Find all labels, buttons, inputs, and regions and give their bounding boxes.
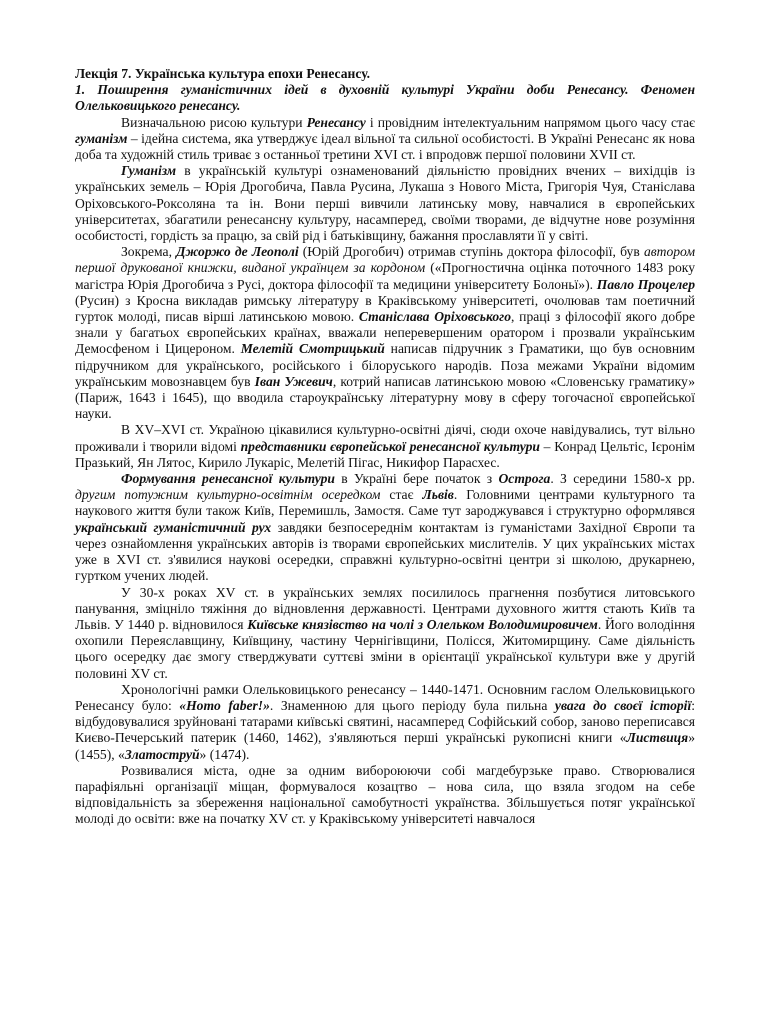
text: : відбудовувалися зруйновані татарами київські святині, насамперед Софійський собор, заново переписався Києво-Печерський патерик (1460, 1462), з'являються перші українські рукописні книги « — [75, 697, 696, 746]
emphasis: Ренесансу — [306, 114, 366, 130]
paragraph-2 — [75, 163, 695, 244]
emphasis: «Homo faber!» — [179, 697, 270, 713]
lecture-title: Лекція 7. Українська культура епохи Ренесансу. — [75, 66, 371, 81]
emphasis: український гуманістичний рух — [75, 519, 272, 535]
text: – ідейна система, яка утверджує ідеал вільної та сильної особистості. В Україні Ренесанс як нова доба та художній стиль триває з останньої третини XVI ст. і впродовж першої половини XVII ст. — [75, 130, 695, 163]
emphasis: Мелетій Смотрицький — [240, 341, 385, 357]
text: » (1474). — [199, 746, 250, 762]
text: В XV–XVI ст. Україною цікавилися культурно-освітні діячі, сюди охоче навідувались, тут вільно проживали і творили відомі — [75, 422, 695, 454]
text: , котрий написав латинською мовою «Словенську граматику» (Париж, 1643 і 1645), що вводила староукраїнську літературну мову в сферу тогочасної європейської науки. — [75, 373, 695, 422]
emphasis: Львів — [422, 487, 454, 503]
text: («Прогностична оцінка поточного 1483 року магістра Юрія Дрогобича з Русі, доктора філософії та медицини університету Болоньї»). — [75, 260, 695, 292]
paragraph-7 — [75, 682, 695, 763]
text: . З середини 1580-х рр. — [550, 471, 695, 487]
text: Зокрема, — [121, 244, 177, 260]
text: завдяки безпосереднім контактам із гуманістами Західної Європи та через ознайомлення українських авторів із творами європейських мислителів. У цих українських містах уже в XVI ст. з'явилися наукові осередки, справжні культурно-освітні центри зі школою, друкарнею, гуртком учених людей. — [75, 519, 695, 584]
text: . Головними центрами культурного та наукового життя були також Київ, Перемишль, Замостя. Саме тут зароджувався і структурно оформлявся — [75, 487, 695, 519]
emphasis: гуманізм — [75, 130, 128, 146]
text: . Знаменною для цього періоду була пильна — [269, 697, 555, 713]
text: написав підручник з Граматики, що був основним підручником для українського, російського і білоруського народів. Поза межами України відомим українським мовознавцем був — [75, 341, 695, 389]
text: . Його володіння охопили Переяславщину, Київщину, частину Чернігівщини, Полісся, Житомирщину. Саме діяльність цього осередку дає змогу стверджувати суттєві зміни в орієнтації української культури вже у другій половині XV ст. — [75, 616, 695, 681]
document-page — [75, 66, 695, 828]
paragraph-4 — [75, 422, 695, 471]
text: Розвивалися міста, одне за одним вибороюючи собі магдебурзьке право. Створювалися парафіяльні організації міщан, формувалося козацтво – нова сила, що взяла згодом на себе відповідальність за збереження національної самобутності українства. Збільшується потяг української молоді до освіти: вже на початку XV ст. у Краківському університеті навчалося — [75, 762, 695, 827]
emphasis: Гуманізм — [121, 163, 177, 179]
text: в Україні бере початок з — [334, 471, 499, 487]
emphasis: Іван Ужевич — [254, 373, 333, 389]
text: в українській культурі ознаменований діяльністю провідних вчених – вихідців із українських земель – Юрія Дрогобича, Павла Русина, Лукаша з Нового Міста, Григорія Чуя, Станіслава Оріховського-Роксоляна та ін. Вони перші вивчили латинську мову, навчалися в європейських університетах, збагатили ренесансну культуру, насамперед, своїми творами, де відчутне нове розуміння особистості, гордість за працю, за свій рід і батьківщину, бажання прославляти її у світі. — [75, 163, 695, 244]
text: У 30-х роках XV ст. в українських землях посилилось прагнення позбутися литовського панування, зміцніло тяжіння до відновлення державності. Центрами духовного життя стають Київ та Львів. У 1440 р. відновилося — [75, 584, 695, 632]
text: стає — [380, 487, 423, 503]
emphasis: Листвиця — [626, 730, 689, 746]
emphasis: Павло Процелер — [596, 276, 695, 292]
paragraph-5 — [75, 471, 695, 584]
text: Визначальною рисою культури — [121, 114, 307, 130]
text: , праці з філософії якого добре знали у багатьох європейських країнах, вважали неперевершеним оратором і прозвали українським Демосфеном і Цицероном. — [75, 309, 695, 357]
text: – Конрад Цельтіс, Ієронім Празький, Ян Лятос, Кирило Лукаріс, Мелетій Пігас, Никифор Парасхес. — [75, 438, 695, 470]
paragraph-6 — [75, 585, 695, 682]
emphasis: Формування ренесансної культури — [121, 471, 335, 487]
text: » (1455), « — [75, 730, 695, 762]
section-title: 1. Поширення гуманістичних ідей в духовній культурі України доби Ренесансу. Феномен Олельковицького ренесансу. — [75, 82, 695, 114]
paragraph-1 — [75, 115, 695, 164]
emphasis: Острога — [498, 471, 551, 487]
text: (Русин) з Кросна викладав римську літературу в Краківському університеті, очолював там поетичний гурток молоді, писав вірші латинською мовою. — [75, 292, 695, 325]
emphasis: представники європейської ренесансної культури — [240, 438, 540, 454]
emphasis: Златоструй — [124, 746, 200, 762]
emphasis: Джоржо де Леополі — [176, 244, 299, 260]
emphasis-italic: автором першої друкованої книжки, виданої українцем за кордоном — [75, 244, 696, 276]
text: і провідним інтелектуальним напрямом цього часу стає — [365, 114, 695, 130]
paragraph-8 — [75, 763, 695, 828]
emphasis-italic: другим потужним культурно-освітнім осередком — [75, 487, 381, 503]
emphasis: увага до своєї історії — [554, 697, 692, 713]
text: (Юрій Дрогобич) отримав ступінь доктора філософії, був — [298, 244, 644, 260]
text: Хронологічні рамки Олельковицького ренесансу – 1440-1471. Основним гаслом Олельковицького Ренесансу було: — [75, 681, 695, 713]
emphasis: Станіслава Оріховського — [358, 309, 511, 325]
emphasis: Київське князівство на чолі з Олельком Володимировичем — [247, 616, 598, 632]
paragraph-3 — [75, 244, 695, 422]
